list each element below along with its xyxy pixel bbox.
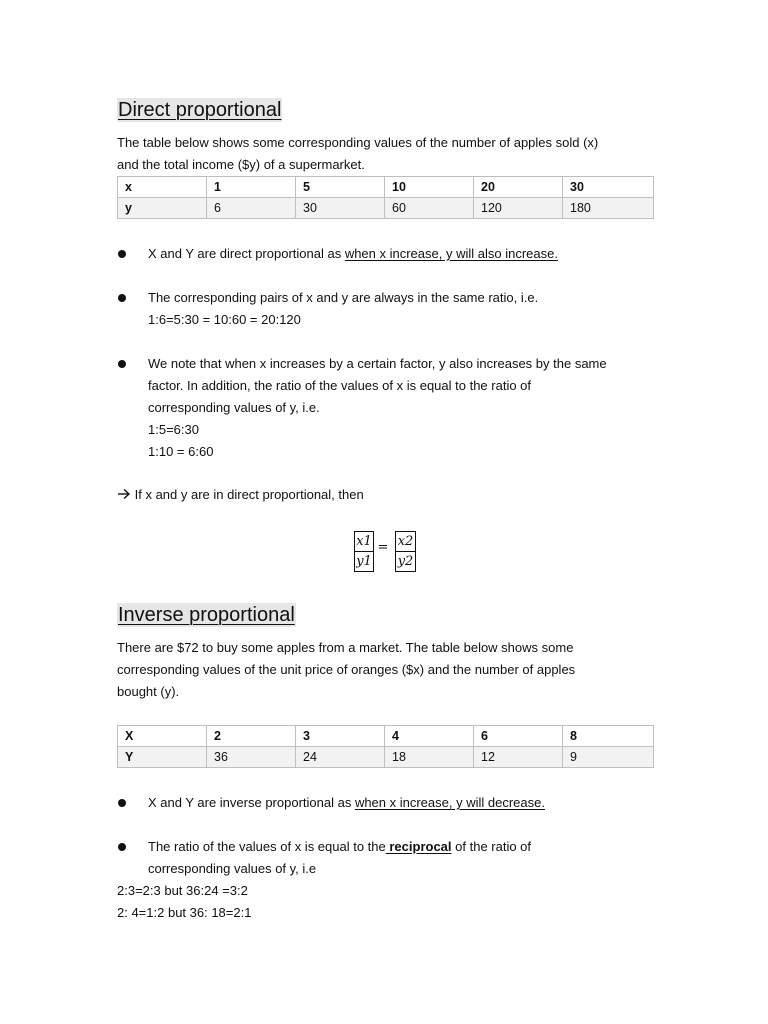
direct-conclusion [117, 484, 364, 506]
inverse-bullet-2 [148, 836, 531, 880]
table-cell: 10 [385, 177, 474, 198]
table-cell: 12 [474, 747, 563, 768]
ratio-formula [354, 531, 416, 569]
table-cell: Y [118, 747, 207, 768]
table-cell: 2 [207, 726, 296, 747]
inverse-intro-line-1: There are $72 to buy some apples from a market. The table below shows some [117, 640, 574, 655]
direct-intro-line-1: The table below shows some corresponding values of the number of apples sold (x) [117, 135, 599, 150]
table-cell: 3 [296, 726, 385, 747]
table-cell: 24 [296, 747, 385, 768]
numerator: x1 [356, 534, 372, 549]
bullet-dot [118, 843, 126, 851]
inverse-intro-line-3: bought (y). [117, 684, 180, 699]
denominator: y2 [397, 554, 414, 569]
table-cell: 9 [563, 747, 654, 768]
bullet-dot [118, 360, 126, 368]
direct-bullet-1 [148, 243, 558, 265]
table-cell: 5 [296, 177, 385, 198]
example-line: 2:3=2:3 but 36:24 =3:2 [117, 883, 248, 898]
bullet-line: factor. In addition, the ratio of the values of x is equal to the ratio of [148, 378, 532, 393]
bullet-text: of the ratio of [451, 839, 532, 854]
bullet-text: X and Y are direct proportional as [148, 246, 345, 261]
table-cell: 60 [385, 198, 474, 219]
bullet-dot [118, 799, 126, 807]
bullet-line: 1:10 = 6:60 [148, 444, 214, 459]
bullet-dot [118, 294, 126, 302]
table-cell: 20 [474, 177, 563, 198]
example-line: 2: 4=1:2 but 36: 18=2:1 [117, 905, 252, 920]
bullet-text: The ratio of the values of x is equal to the [148, 839, 386, 854]
numerator: x2 [397, 534, 414, 549]
fraction-left [354, 531, 374, 572]
table-cell: 18 [385, 747, 474, 768]
direct-intro [117, 132, 598, 176]
bullet-underlined-text: when x increase, y will decrease. [354, 795, 545, 810]
table-row [118, 198, 654, 219]
table-cell: 36 [207, 747, 296, 768]
table-cell: 120 [474, 198, 563, 219]
table-cell: 30 [296, 198, 385, 219]
inverse-intro [117, 637, 575, 703]
direct-intro-line-2: and the total income ($y) of a supermarket. [117, 157, 365, 172]
inverse-bullet-1 [148, 792, 545, 814]
fraction-right [395, 531, 416, 572]
bullet-line: 1:5=6:30 [148, 422, 199, 437]
conclusion-text: If x and y are in direct proportional, then [134, 487, 364, 502]
bullet-line: 1:6=5:30 = 10:60 = 20:120 [148, 312, 301, 327]
inverse-table [117, 725, 654, 768]
bullet-dot [118, 250, 126, 258]
table-cell: 6 [207, 198, 296, 219]
table-row [118, 747, 654, 768]
table-row [118, 726, 654, 747]
table-row [118, 177, 654, 198]
inverse-examples [117, 880, 251, 924]
bullet-line: corresponding values of y, i.e. [148, 400, 320, 415]
equals-sign: = [377, 540, 389, 555]
direct-heading: Direct proportional [118, 99, 282, 121]
table-cell: 4 [385, 726, 474, 747]
table-cell: X [118, 726, 207, 747]
direct-bullet-3 [148, 353, 607, 463]
bullet-line: We note that when x increases by a certain factor, y also increases by the same [148, 356, 607, 371]
bullet-line [148, 836, 531, 858]
table-cell: y [118, 198, 207, 219]
table-cell: x [118, 177, 207, 198]
table-cell: 30 [563, 177, 654, 198]
reciprocal-term: reciprocal [385, 839, 452, 854]
table-cell: 1 [207, 177, 296, 198]
bullet-line: corresponding values of y, i.e [148, 861, 317, 876]
inverse-heading: Inverse proportional [118, 604, 295, 626]
table-cell: 8 [563, 726, 654, 747]
table-cell: 180 [563, 198, 654, 219]
bullet-underlined-text: when x increase, y will also increase. [344, 246, 558, 261]
inverse-intro-line-2: corresponding values of the unit price of oranges ($x) and the number of apples [117, 662, 576, 677]
bullet-line: The corresponding pairs of x and y are always in the same ratio, i.e. [148, 290, 539, 305]
bullet-text: X and Y are inverse proportional as [148, 795, 355, 810]
direct-bullet-2 [148, 287, 538, 331]
denominator: y1 [356, 554, 372, 569]
table-cell: 6 [474, 726, 563, 747]
right-arrow-icon [117, 488, 131, 500]
direct-table [117, 176, 654, 219]
